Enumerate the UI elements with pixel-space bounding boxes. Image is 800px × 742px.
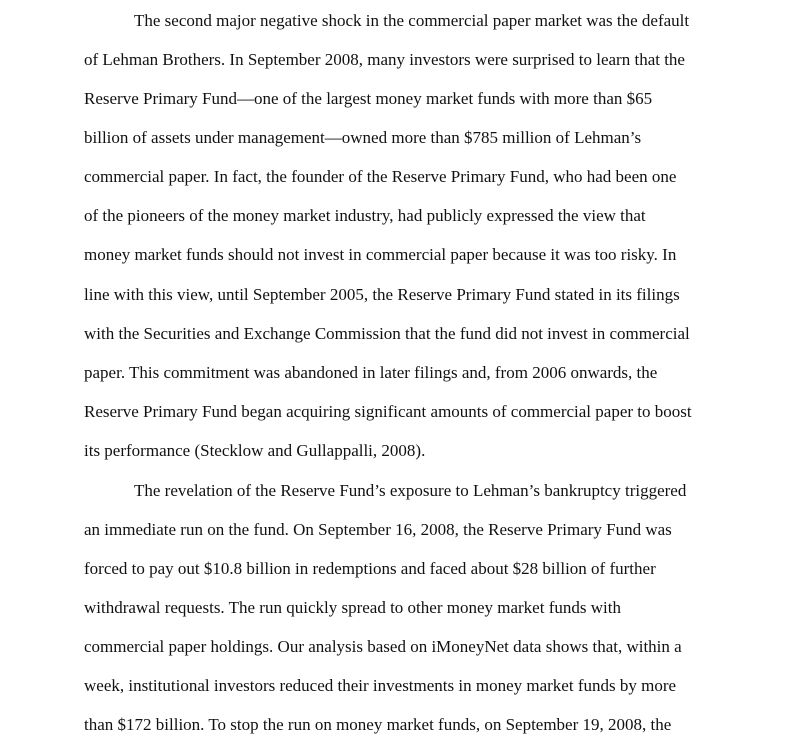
paragraph-1-line-11: Reserve Primary Fund began acquiring significant amounts of commercial paper to boost xyxy=(84,402,692,421)
paragraph-1-line-3: Reserve Primary Fund—one of the largest money market funds with more than $65 xyxy=(84,89,653,108)
paragraph-1-line-5: commercial paper. In fact, the founder of the Reserve Primary Fund, who had been one xyxy=(84,167,677,186)
paragraph-1-line-2: of Lehman Brothers. In September 2008, many investors were surprised to learn that the xyxy=(84,50,685,69)
paragraph-2-line-6: week, institutional investors reduced their investments in money market funds by more xyxy=(84,676,677,695)
paragraph-2-line-5: commercial paper holdings. Our analysis based on iMoneyNet data shows that, within a xyxy=(84,637,682,656)
paragraph-1-line-7: money market funds should not invest in commercial paper because it was too risky. In xyxy=(84,245,677,264)
paragraph-2-line-2: an immediate run on the fund. On September 16, 2008, the Reserve Primary Fund was xyxy=(84,520,672,539)
paragraph-1-line-4: billion of assets under management—owned more than $785 million of Lehman’s xyxy=(84,128,642,147)
paragraph-1-line-12: its performance (Stecklow and Gullappalli, 2008). xyxy=(84,441,426,460)
paragraph-1-line-8: line with this view, until September 2005, the Reserve Primary Fund stated in its filings xyxy=(84,285,680,304)
paragraph-2-line-1: The revelation of the Reserve Fund’s exposure to Lehman’s bankruptcy triggered xyxy=(134,481,687,500)
paragraph-2-line-4: withdrawal requests. The run quickly spread to other money market funds with xyxy=(84,598,621,617)
paragraph-1-line-10: paper. This commitment was abandoned in later filings and, from 2006 onwards, the xyxy=(84,363,658,382)
paragraph-1-line-6: of the pioneers of the money market industry, had publicly expressed the view that xyxy=(84,206,646,225)
paragraph-2-line-7: than $172 billion. To stop the run on money market funds, on September 19, 2008, the xyxy=(84,715,672,734)
paragraph-2-line-3: forced to pay out $10.8 billion in redemptions and faced about $28 billion of further xyxy=(84,559,656,578)
paragraph-1-line-9: with the Securities and Exchange Commission that the fund did not invest in commercial xyxy=(84,324,690,343)
paragraph-1-line-1: The second major negative shock in the commercial paper market was the default xyxy=(134,11,690,30)
